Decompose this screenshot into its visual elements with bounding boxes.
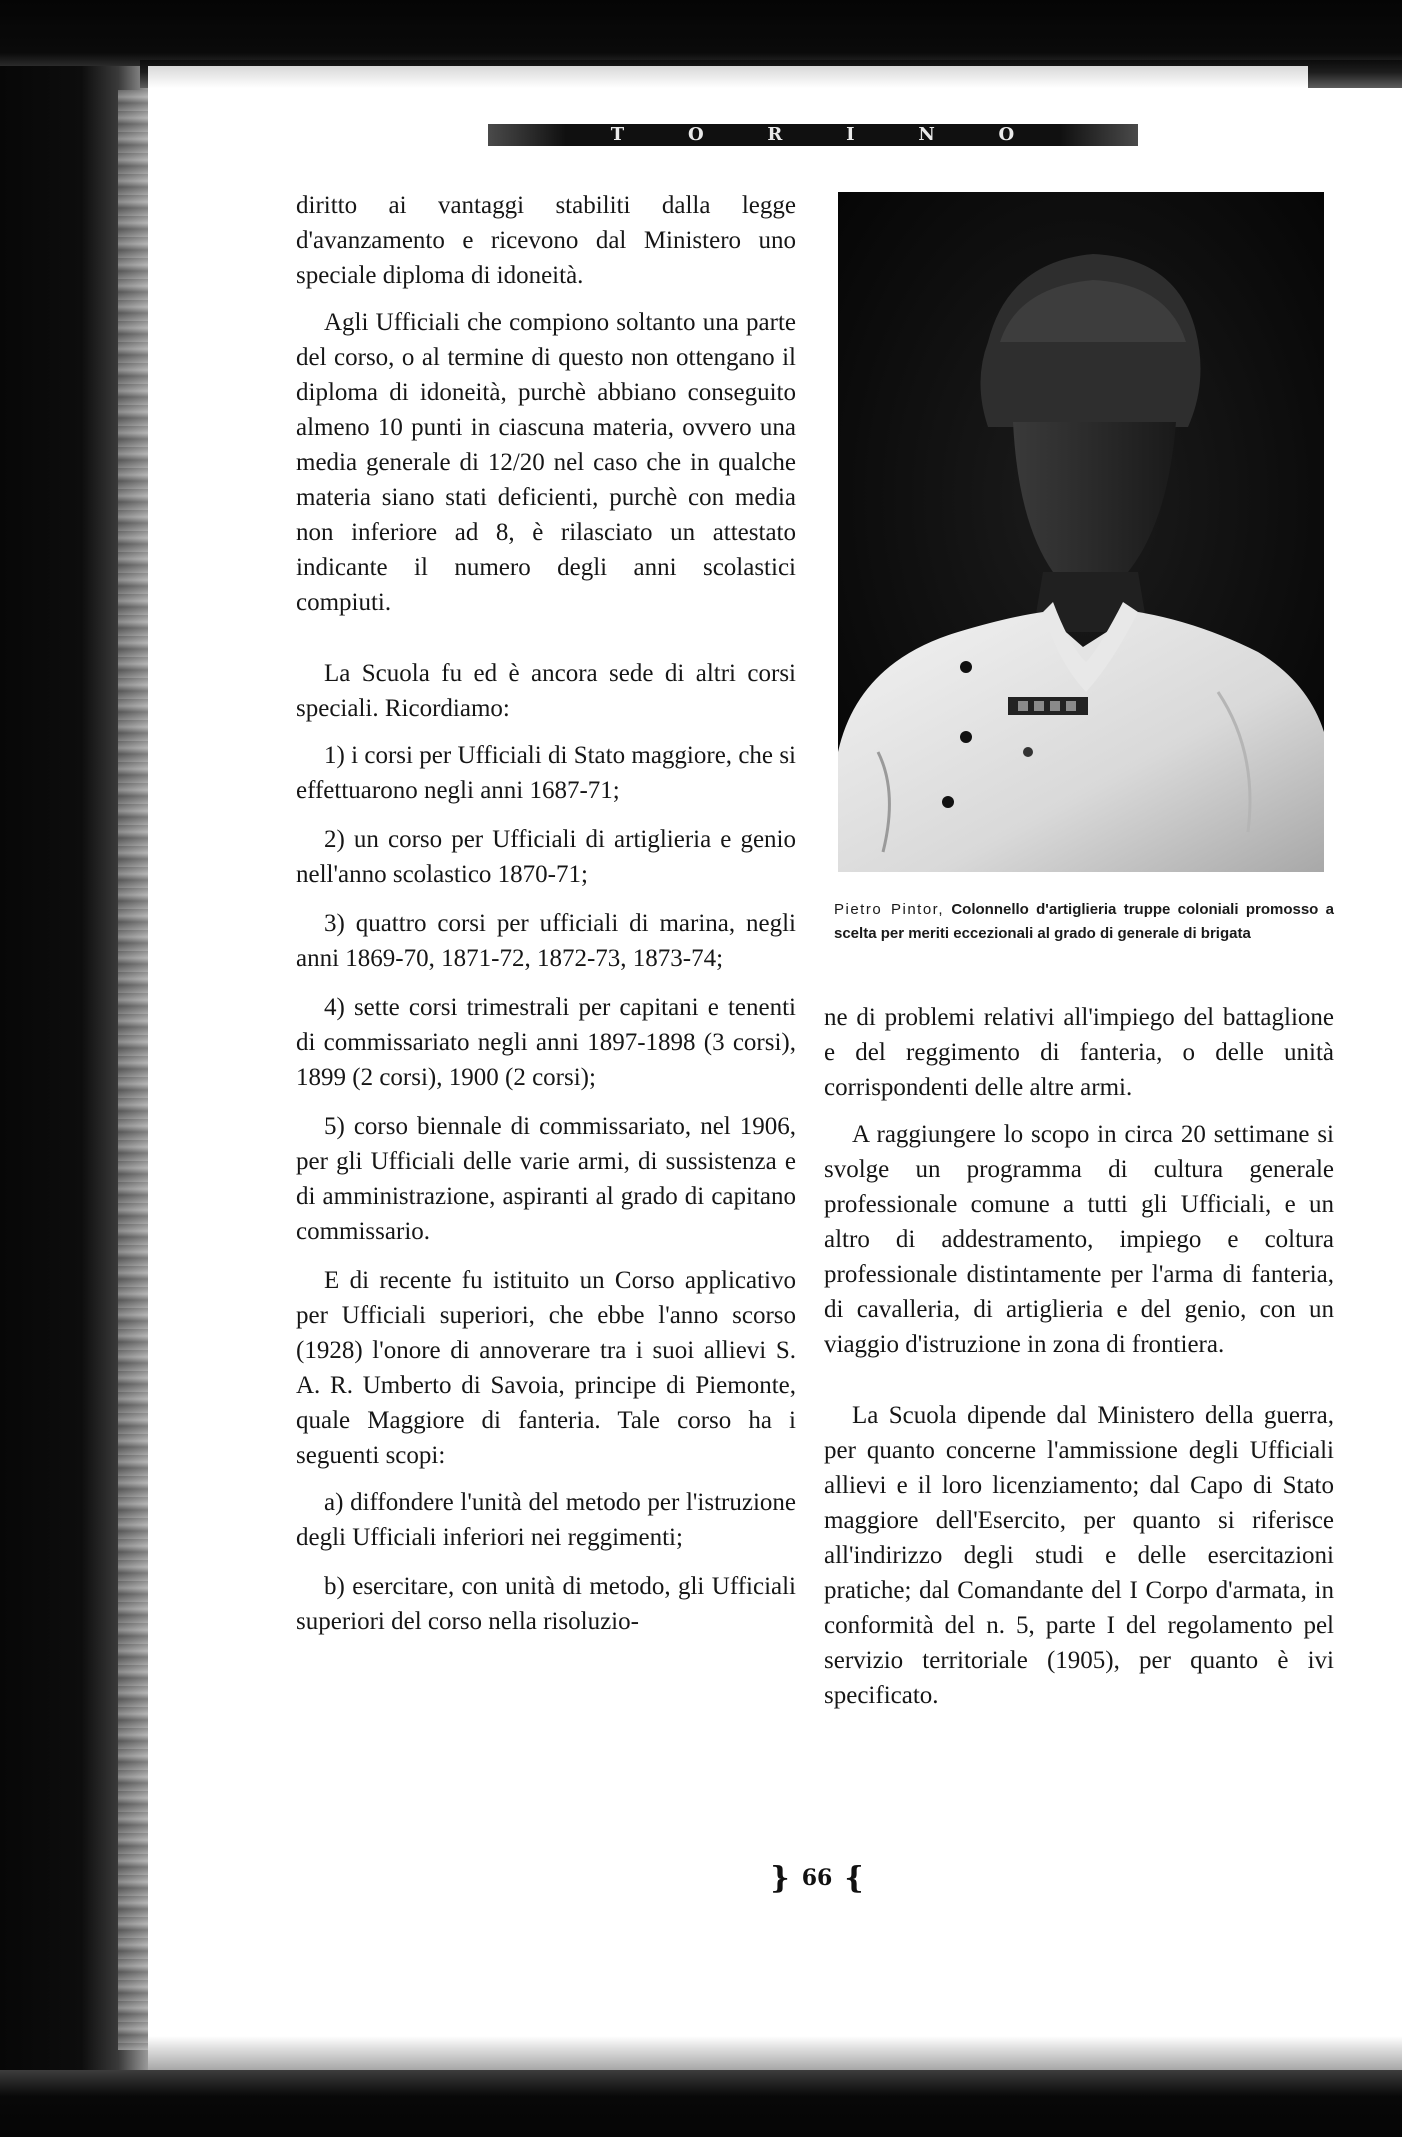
running-head-letter: O [687,124,705,145]
running-head-banner [488,124,1138,146]
list-item: 2) un corso per Ufficiali di artiglieria e genio nell'anno scolastico 1870-71; [296,826,796,888]
running-head-letter: R [767,124,784,145]
book-page-edge [118,90,148,2050]
paragraph: diritto ai vantaggi stabiliti dalla legge d'avanzamento e ricevono dal Ministero uno speciale diploma di idoneità. [296,192,796,289]
scan-border-bottom [0,2070,1402,2137]
list-item: 5) corso biennale di commissariato, nel 1906, per gli Ufficiali delle varie armi, di sussistenza e di amministrazione, aspiranti al grado di capitano commissario. [296,1113,796,1245]
paragraph: ne di problemi relativi all'impiego del battaglione e del reggimento di fanteria, o delle unità corrispondenti delle altre armi. [824,1004,1334,1101]
paragraph: E di recente fu istituito un Corso applicativo per Ufficiali superiori, che ebbe l'anno scorso (1928) l'onore di annoverare tra i suoi allievi S. A. R. Umberto di Savoia, principe di Piemonte, quale Maggiore di fanteria. Tale corso ha i seguenti scopi: [296,1267,796,1469]
page-number-right-mark: { [844,1860,864,1896]
list-item: a) diffondere l'unità del metodo per l'istruzione degli Ufficiali inferiori nei reggimenti; [296,1489,796,1551]
page-number [752,1858,882,1898]
page-bottom-shadow [148,2036,1402,2070]
page-top-shadow [148,66,1308,88]
paragraph: Agli Ufficiali che compiono soltanto una parte del corso, o al termine di questo non ottengano il diploma di idoneità, purchè abbiano conseguito almeno 10 punti in ciascuna materia, ovvero una media generale di 12/20 nel caso che in qualche materia siano stati deficienti, purchè con media non inferiore ad 8, è rilasciato un attestato indicante il numero degli anni scolastici compiuti. [296,309,796,616]
caption-name: Pietro Pintor, [834,901,945,918]
photo-caption [834,898,1334,946]
page-number-left-mark: } [770,1860,790,1896]
paragraph: A raggiungere lo scopo in circa 20 settimane si svolge un programma di cultura generale professionale comune a tutti gli Ufficiali, e un altro di addestramento, impiego e coltura professionale distintamente per l'arma di fanteria, di cavalleria, di artiglieria e del genio, con un viaggio d'istruzione in zona di frontiera. [824,1121,1334,1358]
running-head-letter: N [918,124,936,145]
portrait-illustration [838,192,1324,872]
running-head-letter: T [610,124,626,145]
list-item: 4) sette corsi trimestrali per capitani e tenenti di commissariato negli anni 1897-1898 (3 corsi), 1899 (2 corsi), 1900 (2 corsi); [296,994,796,1091]
running-head-letter: O [998,124,1016,145]
left-text-column [296,188,796,1653]
list-item: 1) i corsi per Ufficiali di Stato maggiore, che si effettuarono negli anni 1687-71; [296,742,796,804]
page-number-value: 66 [801,1865,833,1891]
list-item: 3) quattro corsi per ufficiali di marina, negli anni 1869-70, 1871-72, 1872-73, 1873-74; [296,910,796,972]
paragraph: La Scuola dipende dal Ministero della guerra, per quanto concerne l'ammissione degli Ufficiali allievi e il loro licenziamento; dal Capo di Stato maggiore dell'Esercito, per quanto si riferisce all'indirizzo degli studi e delle esercitazioni pratiche; dal Comandante del I Corpo d'armata, in conformità del n. 5, parte I del regolamento pel servizio territoriale (1905), per quanto è ivi specificato. [824,1402,1334,1709]
scan-border-top [0,0,1402,66]
right-text-column [824,1000,1334,1725]
list-item: b) esercitare, con unità di metodo, gli Ufficiali superiori del corso nella risoluzio- [296,1573,796,1635]
caption-text: Colonnello d'artiglieria truppe coloniali promosso a scelta per meriti eccezionali al grado di generale di brigata [834,901,1334,942]
running-head-letter: I [846,124,856,145]
paragraph: La Scuola fu ed è ancora sede di altri corsi speciali. Ricordiamo: [296,660,796,722]
portrait-photo [838,192,1324,872]
